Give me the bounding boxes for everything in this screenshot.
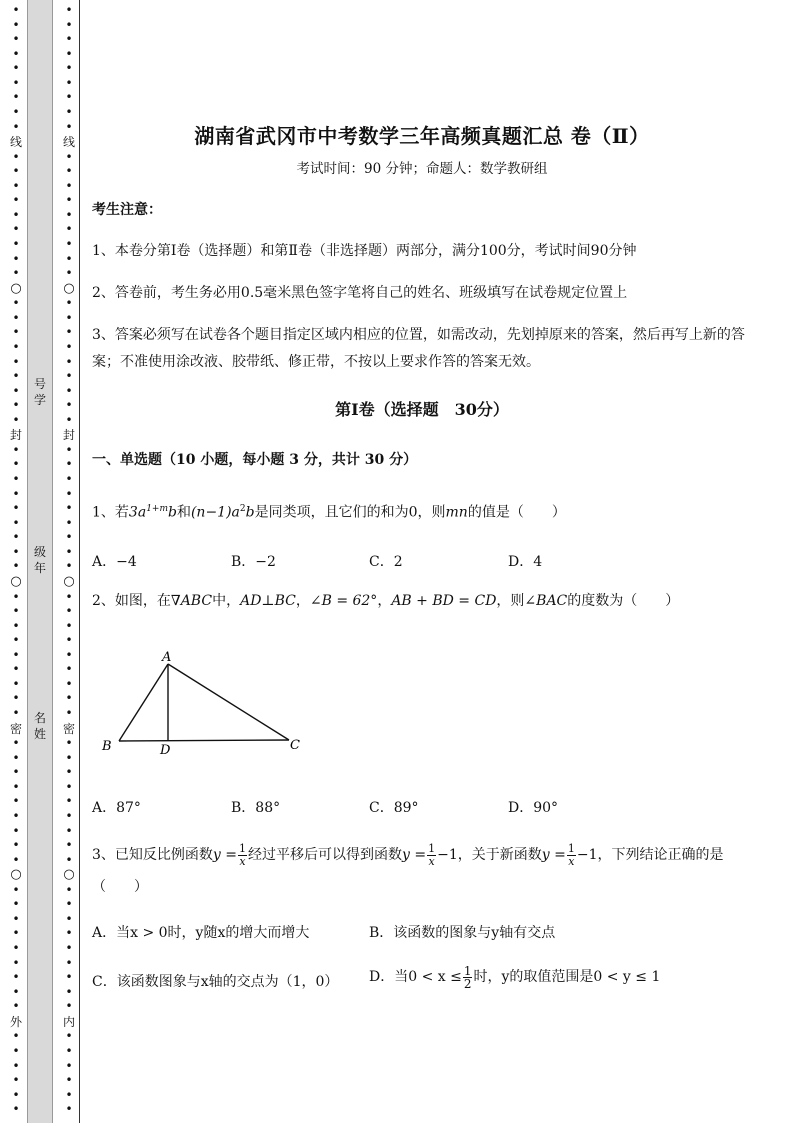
q2-option-b: B．88° <box>231 800 281 816</box>
dot-mark: • <box>65 164 73 179</box>
dot-mark: • <box>65 955 73 970</box>
notice-item-3: 3、答案必须写在试卷各个题目指定区域内相应的位置，如需改动，先划掉原来的答案，然后再写上新的答案；不准使用涂改液、胶带纸、修正带，不按以上要求作答的答案无效。 <box>92 327 745 370</box>
question-1: 1、若$3a^{1+m}b$和$(n-1)a^2b$是同类项，且它们的和为0，则mn的值是（ ） <box>92 504 566 521</box>
dot-mark: • <box>65 17 73 32</box>
cut-line-label: 内 <box>62 1014 75 1029</box>
dot-mark: • <box>12 457 20 472</box>
dot-mark: • <box>65 178 73 193</box>
dot-mark: • <box>12 90 20 105</box>
dot-mark: • <box>12 736 20 751</box>
side-ab <box>119 664 168 741</box>
label-c: C <box>290 738 300 753</box>
dot-mark: • <box>65 808 73 823</box>
dot-mark: • <box>12 501 20 516</box>
dot-mark: • <box>65 1073 73 1088</box>
dot-mark: • <box>12 794 20 809</box>
dot-mark: • <box>65 736 73 751</box>
dot-mark: • <box>12 589 20 604</box>
dot-mark: • <box>12 808 20 823</box>
dot-mark: • <box>65 90 73 105</box>
dot-mark: • <box>65 765 73 780</box>
dot-mark: • <box>12 61 20 76</box>
dot-mark: • <box>65 838 73 853</box>
dot-mark: • <box>65 633 73 648</box>
dot-mark: • <box>65 149 73 164</box>
dot-mark: • <box>65 779 73 794</box>
dot-mark: • <box>65 911 73 926</box>
dot-mark: • <box>65 339 73 354</box>
dot-mark: • <box>12 398 20 413</box>
dot-mark: • <box>12 984 20 999</box>
section-heading: 一、单选题（10 小题，每小题 3 分，共计 30 分） <box>92 452 418 468</box>
dot-mark: • <box>65 354 73 369</box>
cut-line-label: 线 <box>9 135 22 150</box>
dot-mark: • <box>65 237 73 251</box>
dot-mark: • <box>65 1087 73 1102</box>
dot-mark: • <box>12 970 20 985</box>
q2-option-c: C．89° <box>369 800 419 816</box>
dot-mark: • <box>65 398 73 413</box>
dot-mark: • <box>65 1029 73 1044</box>
field-label-1a: 号 <box>33 377 46 391</box>
dot-mark: • <box>65 61 73 76</box>
dot-mark: • <box>12 544 20 559</box>
dot-mark: • <box>12 486 20 501</box>
question-3: 3、已知反比例函数y = $\frac{1}{x}$ 经过平移后可以得到函数y = $\frac{1}{x}$ −1，关于新函数y = $\frac{1}{x}$ −1，下列结论正确的是 <box>92 841 724 868</box>
dot-mark: • <box>12 662 20 677</box>
q1-option-a: A．−4 <box>92 554 137 570</box>
dot-mark: • <box>65 604 73 619</box>
dot-mark: • <box>65 852 73 867</box>
dot-mark: • <box>12 75 20 90</box>
grade-label: 级 年 <box>33 545 46 575</box>
dot-mark: • <box>65 251 73 266</box>
dot-mark: • <box>12 515 20 530</box>
notice-item-1: 1、本卷分第Ⅰ卷（选择题）和第Ⅱ卷（非选择题）两部分，满分100分，考试时间90分钟 <box>92 243 637 259</box>
dot-mark: • <box>65 691 73 706</box>
q3-option-b: B．该函数的图象与y轴有交点 <box>369 925 556 941</box>
notice-heading: 考生注意： <box>92 202 162 218</box>
dot-mark: • <box>12 3 20 17</box>
dot-mark: • <box>65 207 73 222</box>
dot-mark: • <box>65 676 73 691</box>
dot-mark: • <box>65 325 73 340</box>
dot-mark: • <box>65 515 73 530</box>
label-d: D <box>160 743 171 758</box>
dot-mark: • <box>12 897 20 912</box>
dot-mark: • <box>65 941 73 955</box>
dot-mark: • <box>65 1102 73 1117</box>
dot-mark: • <box>65 823 73 838</box>
dot-mark: • <box>12 104 20 119</box>
question-2: 2、如图，在∇ABC中，AD⊥BC，∠B = 62°，AB + BD = CD，则∠BAC的度数为（ ） <box>92 593 680 609</box>
dot-mark: • <box>12 955 20 970</box>
circle-mark: ○ <box>10 280 22 296</box>
dot-mark: • <box>65 544 73 559</box>
dot-mark: • <box>12 618 20 633</box>
cut-line-label: 密 <box>62 721 75 736</box>
dot-mark: • <box>12 17 20 32</box>
dot-mark: • <box>65 266 73 281</box>
dot-mark: • <box>12 119 20 134</box>
dot-mark: • <box>12 852 20 867</box>
cut-line-label: 封 <box>62 428 75 443</box>
dot-mark: • <box>65 310 73 325</box>
q1-option-d: D．4 <box>508 554 543 570</box>
dot-mark: • <box>12 706 20 720</box>
dot-mark: • <box>65 589 73 604</box>
cut-line-label: 外 <box>9 1014 22 1029</box>
dot-mark: • <box>12 149 20 164</box>
dot-mark: • <box>65 3 73 17</box>
dot-mark: • <box>65 32 73 47</box>
q3-option-d: D．当0 < x ≤ $\frac{1}{2}$ 时，y的取值范围是0 < y ≤ 1 <box>369 963 661 991</box>
dot-mark: • <box>12 647 20 662</box>
q2-option-a: A．87° <box>92 800 141 816</box>
side-ac <box>168 664 289 740</box>
dot-mark: • <box>12 926 20 941</box>
q3-option-c: C．该函数图象与x轴的交点为（1，0） <box>92 974 339 990</box>
dot-mark: • <box>12 296 20 311</box>
dot-mark: • <box>65 530 73 545</box>
side-bc <box>119 740 289 741</box>
dot-mark: • <box>65 926 73 941</box>
q3-option-a: A．当x > 0时，y随x的增大而增大 <box>92 925 310 941</box>
dot-mark: • <box>65 222 73 237</box>
dot-mark: • <box>65 383 73 398</box>
dot-mark: • <box>12 354 20 369</box>
question-3-paren: （ ） <box>92 879 148 895</box>
dot-mark: • <box>65 1043 73 1058</box>
dot-mark: • <box>65 412 73 427</box>
dot-mark: • <box>12 765 20 780</box>
q1-option-c: C．2 <box>369 554 403 570</box>
dot-mark: • <box>12 530 20 545</box>
dot-mark: • <box>12 691 20 706</box>
dot-mark: • <box>65 882 73 897</box>
dot-mark: • <box>65 75 73 90</box>
name-label: 名 姓 <box>33 711 46 741</box>
triangle-figure <box>96 644 316 759</box>
exam-info: 考试时间：90 分钟；命题人：数学教研组 <box>296 161 548 177</box>
q2-option-d: D．90° <box>508 800 559 816</box>
dot-mark: • <box>12 310 20 325</box>
dot-mark: • <box>12 222 20 237</box>
cut-line-label: 线 <box>62 135 75 150</box>
dot-mark: • <box>65 618 73 633</box>
dot-mark: • <box>12 823 20 838</box>
dot-mark: • <box>65 662 73 677</box>
dot-mark: • <box>12 676 20 691</box>
dot-mark: • <box>12 237 20 251</box>
dot-mark: • <box>12 325 20 340</box>
dot-mark: • <box>65 750 73 765</box>
dot-mark: • <box>12 164 20 179</box>
dot-mark: • <box>12 369 20 384</box>
dot-mark: • <box>12 339 20 354</box>
dot-mark: • <box>12 383 20 398</box>
circle-mark: ○ <box>63 573 75 589</box>
dot-mark: • <box>65 193 73 208</box>
dot-mark: • <box>12 941 20 955</box>
dot-mark: • <box>65 46 73 61</box>
dot-mark: • <box>65 999 73 1014</box>
dot-mark: • <box>12 1029 20 1044</box>
dot-mark: • <box>65 296 73 311</box>
dot-mark: • <box>65 970 73 985</box>
dot-mark: • <box>12 46 20 61</box>
dot-mark: • <box>65 457 73 472</box>
dot-mark: • <box>65 1058 73 1073</box>
dot-mark: • <box>12 193 20 208</box>
label-a: A <box>162 650 172 665</box>
dot-mark: • <box>12 442 20 457</box>
dot-mark: • <box>12 1043 20 1058</box>
dot-mark: • <box>65 486 73 501</box>
dot-mark: • <box>65 559 73 574</box>
cut-line-label: 密 <box>9 721 22 736</box>
dot-mark: • <box>12 207 20 222</box>
dot-mark: • <box>12 633 20 648</box>
circle-mark: ○ <box>63 280 75 296</box>
dot-mark: • <box>65 119 73 134</box>
student-id-label <box>27 376 53 408</box>
cut-line-label: 封 <box>9 428 22 443</box>
page-title: 湖南省武冈市中考数学三年高频真题汇总 卷（Ⅱ） <box>194 124 650 148</box>
dot-mark: • <box>12 1102 20 1117</box>
dot-mark: • <box>65 706 73 720</box>
field-label-1b: 学 <box>33 393 46 407</box>
dot-mark: • <box>12 911 20 926</box>
dot-mark: • <box>12 178 20 193</box>
dot-mark: • <box>65 104 73 119</box>
dot-mark: • <box>65 897 73 912</box>
part1-title: 第Ⅰ卷（选择题 30分） <box>335 400 509 419</box>
margin-divider <box>79 0 80 1123</box>
dot-mark: • <box>12 604 20 619</box>
dot-mark: • <box>65 794 73 809</box>
circle-mark: ○ <box>10 573 22 589</box>
dot-mark: • <box>12 251 20 266</box>
dot-mark: • <box>65 369 73 384</box>
dot-mark: • <box>65 647 73 662</box>
dot-mark: • <box>12 472 20 486</box>
right-dotted-cut-line <box>62 0 76 1123</box>
label-b: B <box>102 739 112 754</box>
dot-mark: • <box>65 984 73 999</box>
dot-mark: • <box>65 442 73 457</box>
dot-mark: • <box>12 1073 20 1088</box>
dot-mark: • <box>12 999 20 1014</box>
dot-mark: • <box>12 559 20 574</box>
dot-mark: • <box>12 266 20 281</box>
dot-mark: • <box>12 32 20 47</box>
dot-mark: • <box>12 1087 20 1102</box>
notice-item-2: 2、答卷前，考生务必用0.5毫米黑色签字笔将自己的姓名、班级填写在试卷规定位置上 <box>92 285 628 301</box>
q1-option-b: B．−2 <box>231 554 276 570</box>
dot-mark: • <box>12 838 20 853</box>
dot-mark: • <box>65 472 73 486</box>
dot-mark: • <box>12 1058 20 1073</box>
dot-mark: • <box>12 882 20 897</box>
circle-mark: ○ <box>10 867 22 883</box>
dot-mark: • <box>65 501 73 516</box>
left-dotted-cut-line <box>9 0 23 1123</box>
dot-mark: • <box>12 750 20 765</box>
circle-mark: ○ <box>63 867 75 883</box>
dot-mark: • <box>12 779 20 794</box>
dot-mark: • <box>12 412 20 427</box>
